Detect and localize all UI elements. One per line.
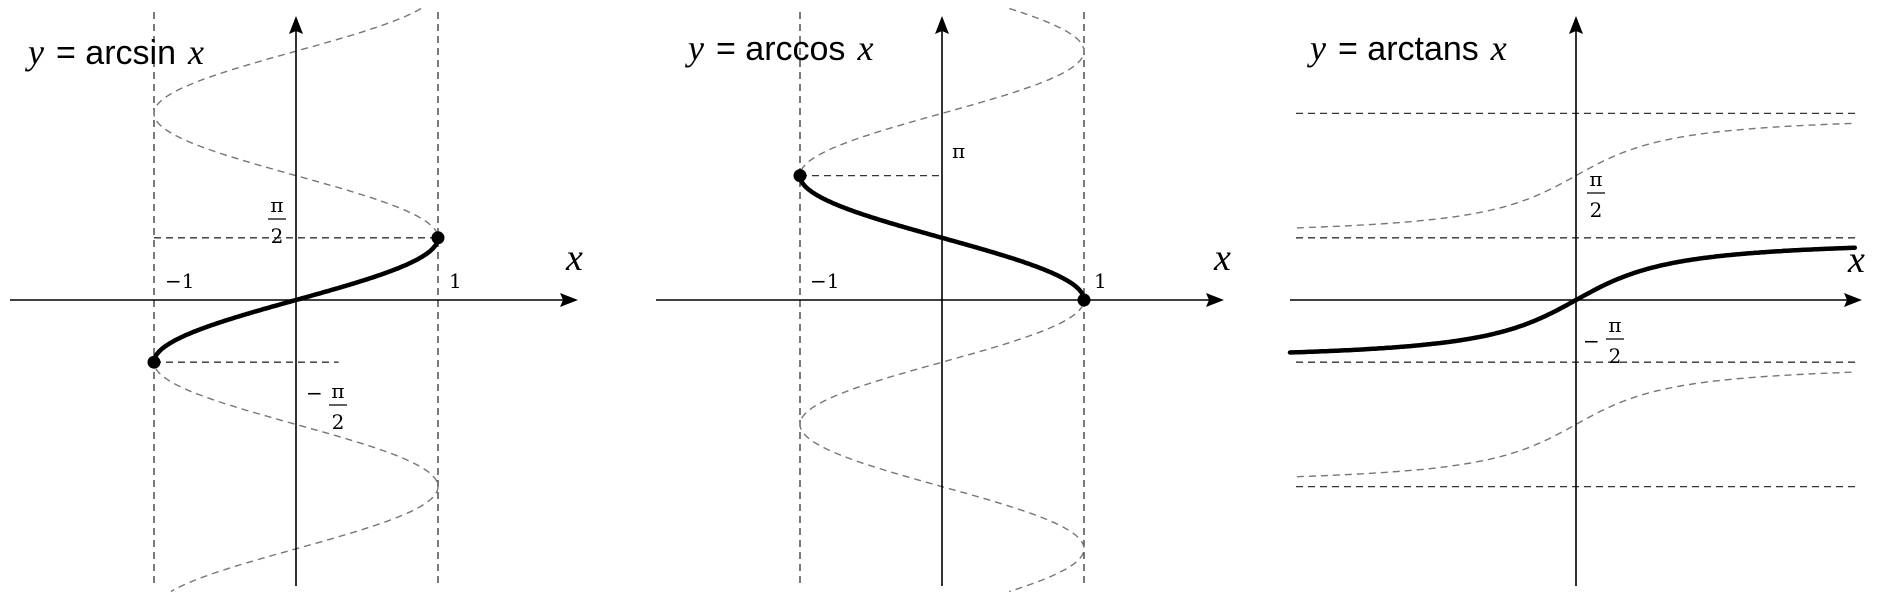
arcsin-title-x: x: [187, 32, 204, 72]
arctan-tick-pi-over-2-num: π: [1589, 167, 1603, 191]
arcsin-tick-neg1: −1: [165, 269, 195, 293]
arccos-title-x: x: [857, 28, 874, 68]
arcsin-endpoint-1: [432, 231, 445, 244]
arccos-tick-1: 1: [1094, 269, 1107, 293]
arccos-title-eq: = arccos: [715, 30, 846, 68]
arcsin-tick-pi-over-2-num: π: [270, 193, 284, 217]
arccos-x-label: x: [1214, 237, 1231, 279]
arccos-endpoint-0: [794, 169, 807, 182]
arcsin-tick-neg-pi-over-2-sign: −: [306, 381, 323, 405]
arcsin-tick-neg-pi-over-2: [306, 379, 347, 434]
arctan-tick-neg-pi-over-2-num: π: [1608, 313, 1622, 337]
arcsin-endpoint-0: [148, 356, 161, 369]
arctan-title-x: x: [1490, 28, 1507, 68]
arctan-title: [1307, 28, 1507, 68]
arccos-title: [685, 28, 873, 68]
arcsin-tick-pi-over-2-den: 2: [270, 224, 284, 248]
panel-arcsin: [10, 9, 583, 592]
arctan-tick-neg-pi-over-2: [1583, 313, 1624, 368]
arcsin-title: [25, 32, 204, 72]
panel-arctan: [1290, 16, 1865, 586]
arccos-tick-neg1: −1: [810, 269, 840, 293]
arcsin-tick-pi-over-2: [268, 193, 286, 248]
arctan-tick-pi-over-2: [1587, 167, 1605, 222]
arctan-tick-neg-pi-over-2-den: 2: [1608, 344, 1622, 368]
arcsin-title-y: y: [28, 32, 44, 72]
arcsin-tick-neg-pi-over-2-den: 2: [331, 410, 345, 434]
arccos-endpoint-1: [1078, 294, 1091, 307]
arcsin-tick-neg-pi-over-2-num: π: [331, 379, 345, 403]
arctan-title-y: y: [1310, 28, 1326, 68]
panel-arccos: [656, 9, 1231, 592]
arctan-tick-pi-over-2-den: 2: [1589, 198, 1603, 222]
arcsin-tick-1: 1: [449, 269, 462, 293]
arccos-title-y: y: [688, 28, 704, 68]
arcsin-x-label: x: [566, 237, 583, 279]
arctan-x-label: x: [1848, 239, 1865, 281]
arcsin-title-eq: = arcsin: [55, 34, 176, 72]
arccos-axes: [656, 16, 1224, 586]
arccos-tick-pi: π: [952, 139, 966, 163]
arctan-title-eq: = arctans: [1337, 30, 1479, 68]
arctan-tick-neg-pi-over-2-sign: −: [1583, 329, 1600, 353]
